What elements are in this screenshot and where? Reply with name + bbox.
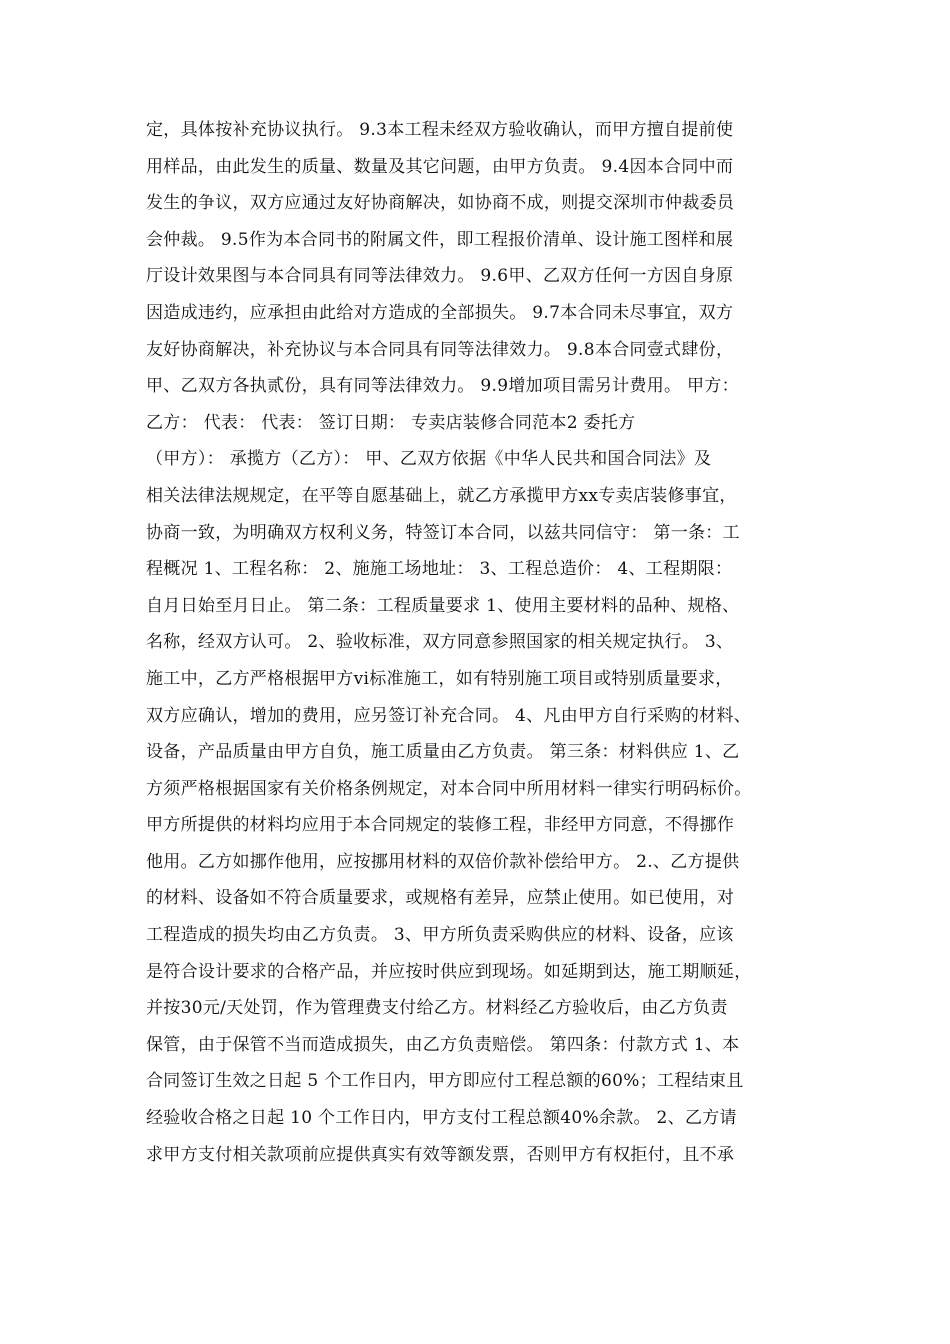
text-line: 合同签订生效之日起 5 个工作日内，甲方即应付工程总额的60%；工程结束且	[146, 1071, 744, 1092]
text-line: 乙方： 代表： 代表： 签订日期： 专卖店装修合同范本2 委托方	[146, 412, 636, 433]
text-line: 双方应确认，增加的费用，应另签订补充合同。 4、凡由甲方自行采购的材料、	[146, 705, 752, 726]
contract-body-text	[146, 112, 806, 1173]
text-line: 友好协商解决，补充协议与本合同具有同等法律效力。 9.8本合同壹式肆份，	[146, 339, 734, 360]
text-line: 甲、乙双方各执贰份，具有同等法律效力。 9.9增加项目需另计费用。 甲方：	[146, 376, 739, 397]
text-line: 因造成违约，应承担由此给对方造成的全部损失。 9.7本合同未尽事宜，双方	[146, 302, 734, 323]
text-line: 自月日始至月日止。 第二条：工程质量要求 1、使用主要材料的品种、规格、	[146, 595, 740, 616]
text-line: 相关法律法规规定，在平等自愿基础上，就乙方承揽甲方xx专卖店装修事宜，	[146, 485, 737, 506]
text-line: 他用。乙方如挪作他用，应按挪用材料的双倍价款补偿给甲方。 2.、乙方提供	[146, 851, 740, 872]
text-line: 并按30元/天处罚，作为管理费支付给乙方。材料经乙方验收后，由乙方负责	[146, 998, 728, 1019]
text-line: 的材料、设备如不符合质量要求，或规格有差异，应禁止使用。如已使用，对	[146, 888, 735, 909]
text-line: 程概况 1、工程名称： 2、施施工场地址： 3、工程总造价： 4、工程期限：	[146, 559, 733, 580]
text-line: 厅设计效果图与本合同具有同等法律效力。 9.6甲、乙双方任何一方因自身原	[146, 266, 734, 287]
text-line: 会仲裁。 9.5作为本合同书的附属文件，即工程报价清单、设计施工图样和展	[146, 229, 734, 250]
text-line: 设备，产品质量由甲方自负，施工质量由乙方负责。 第三条：材料供应 1、乙	[146, 742, 740, 763]
text-line: 协商一致，为明确双方权利义务，特签订本合同，以兹共同信守： 第一条：工	[146, 522, 740, 543]
text-line: 发生的争议，双方应通过友好协商解决，如协商不成，则提交深圳市仲裁委员	[146, 193, 735, 214]
text-line: （甲方）： 承揽方（乙方）： 甲、乙双方依据《中华人民共和国合同法》及	[146, 449, 712, 470]
text-line: 用样品，由此发生的质量、数量及其它问题，由甲方负责。 9.4因本合同中而	[146, 156, 734, 177]
text-line: 施工中，乙方严格根据甲方vi标准施工，如有特别施工项目或特别质量要求，	[146, 668, 733, 689]
text-line: 定，具体按补充协议执行。 9.3本工程未经双方验收确认，而甲方擅自提前使	[146, 120, 734, 140]
text-line: 是符合设计要求的合格产品，并应按时供应到现场。如延期到达，施工期顺延，	[146, 961, 752, 982]
text-line: 名称，经双方认可。 2、验收标准，双方同意参照国家的相关规定执行。 3、	[146, 632, 734, 653]
text-line: 甲方所提供的材料均应用于本合同规定的装修工程，非经甲方同意，不得挪作	[146, 815, 735, 836]
text-line: 保管，由于保管不当而造成损失，由乙方负责赔偿。 第四条：付款方式 1、本	[146, 1034, 740, 1055]
text-line: 经验收合格之日起 10 个工作日内，甲方支付工程总额40%余款。 2、乙方请	[146, 1108, 737, 1129]
text-line: 方须严格根据国家有关价格条例规定，对本合同中所用材料一律实行明码标价。	[146, 778, 752, 799]
text-line: 求甲方支付相关款项前应提供真实有效等额发票，否则甲方有权拒付，且不承	[146, 1144, 735, 1165]
text-line: 工程造成的损失均由乙方负责。 3、甲方所负责采购供应的材料、设备，应该	[146, 925, 734, 946]
